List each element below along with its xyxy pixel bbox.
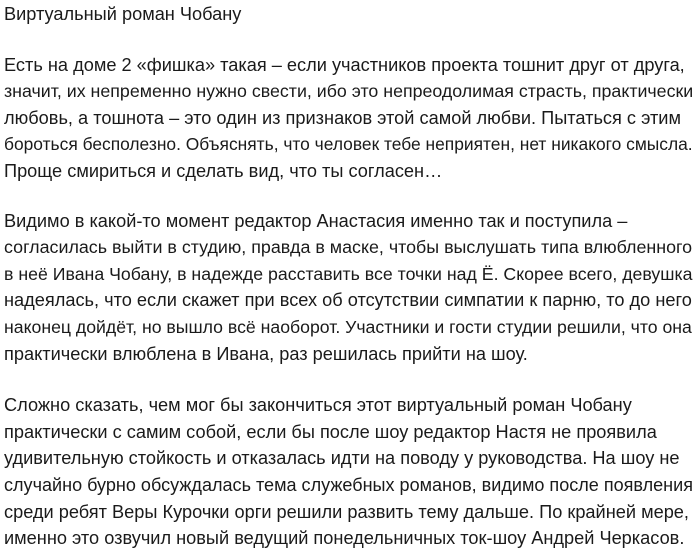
article-title: Виртуальный роман Чобану bbox=[4, 4, 242, 24]
paragraph-line: Есть на доме 2 «фишка» такая – если участников проекта тошнит друг от друга, bbox=[4, 54, 685, 75]
paragraph-line: бороться бесполезно. Объяснять, что человек тебе неприятен, нет никакого смысла. bbox=[4, 134, 693, 155]
paragraph-line: практически влюблена в Ивана, раз решилась прийти на шоу. bbox=[4, 343, 528, 364]
paragraph-line: Сложно сказать, чем мог бы закончиться этот виртуальный роман Чобану bbox=[4, 395, 632, 416]
paragraph-line: значит, их непременно нужно свести, ибо это непреодолимая страсть, практически bbox=[4, 81, 694, 102]
paragraph-line: случайно бурно обсуждалась тема служебных романов, видимо после появления bbox=[4, 474, 693, 495]
paragraph-line: согласилась выйти в студию, правда в маске, чтобы выслушать типа влюбленного bbox=[4, 237, 693, 258]
paragraph-line: в неё Ивана Чобану, в надежде расставить все точки над Ё. Скорее всего, девушка bbox=[4, 263, 693, 284]
paragraph-line: практически с самим собой, если бы после шоу редактор Настя не проявила bbox=[4, 421, 657, 442]
paragraph-2 bbox=[4, 208, 696, 368]
article bbox=[4, 0, 696, 552]
paragraph-line: среди ребят Веры Курочки орги решили развить тему дальше. По крайней мере, bbox=[4, 501, 689, 522]
paragraph-line: Проще смириться и сделать вид, что ты согласен… bbox=[4, 160, 443, 181]
paragraph-1 bbox=[4, 52, 696, 185]
paragraph-line: наконец дойдёт, но вышло всё наоборот. Участники и гости студии решили, что она bbox=[4, 316, 692, 337]
paragraph-line: надеялась, что если скажет при всех об отсутствии симпатии к парню, то до него bbox=[4, 290, 692, 311]
paragraph-line: любовь, а тошнота – это один из признаков этой самой любви. Пытаться с этим bbox=[4, 107, 681, 128]
paragraph-line: Видимо в какой-то момент редактор Анастасия именно так и поступила – bbox=[4, 210, 628, 231]
paragraph-line: удивительную стойкость и отказалась идти на поводу у руководства. На шоу не bbox=[4, 448, 680, 469]
paragraph-line: именно это озвучил новый ведущий понедельничных ток-шоу Андрей Черкасов. bbox=[4, 528, 685, 549]
